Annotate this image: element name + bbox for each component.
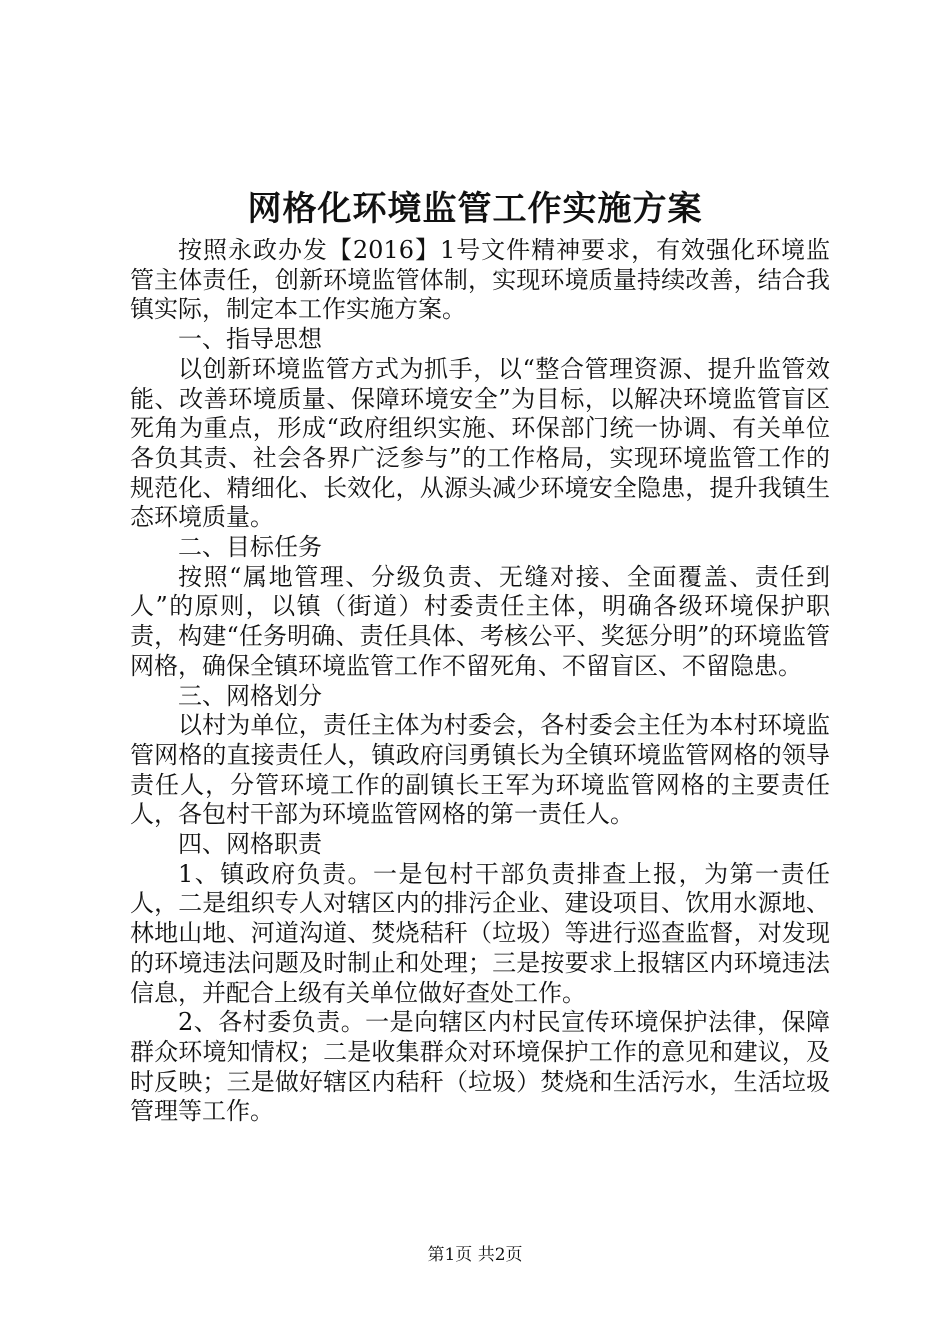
section-heading-grid-division: 三、网格划分 <box>178 681 322 710</box>
goals-tasks-paragraph: 按照“属地管理、分级负责、无缝对接、全面覆盖、责任到人”的原则，以镇（街道）村委责任主体，明确各级环境保护职责，构建“任务明确、责任具体、考核公平、奖惩分明”的环境监管网格，确保全镇环境监管工作不留死角、不留盲区、不留隐患。 <box>130 562 830 680</box>
section-heading-goals-tasks: 二、目标任务 <box>178 533 322 562</box>
intro-paragraph: 按照永政办发【2016】1号文件精神要求，有效强化环境监管主体责任，创新环境监管体制，实现环境质量持续改善，结合我镇实际，制定本工作实施方案。 <box>130 236 830 324</box>
section-heading-guiding-ideology: 一、指导思想 <box>178 325 322 354</box>
guiding-ideology-paragraph: 以创新环境监管方式为抓手，以“整合管理资源、提升监管效能、改善环境质量、保障环境安全”为目标，以解决环境监管盲区死角为重点，形成“政府组织实施、环保部门统一协调、有关单位各负其责、社会各界广泛参与”的工作格局，实现环境监管工作的规范化、精细化、长效化，从源头减少环境安全隐患，提升我镇生态环境质量。 <box>130 354 830 532</box>
duty-item-village-committees: 2、各村委负责。一是向辖区内村民宣传环境保护法律，保障群众环境知情权；二是收集群众对环境保护工作的意见和建议，及时反映；三是做好辖区内秸秆（垃圾）焚烧和生活污水，生活垃圾管理等工作。 <box>130 1008 830 1126</box>
grid-division-paragraph: 以村为单位，责任主体为村委会，各村委会主任为本村环境监管网格的直接责任人，镇政府闫勇镇长为全镇环境监管网格的领导责任人，分管环境工作的副镇长王军为环境监管网格的主要责任人，各包村干部为环境监管网格的第一责任人。 <box>130 711 830 829</box>
document-title: 网格化环境监管工作实施方案 <box>247 189 703 229</box>
section-heading-grid-duties: 四、网格职责 <box>178 830 322 859</box>
duty-item-town-government: 1、镇政府负责。一是包村干部负责排查上报，为第一责任人，二是组织专人对辖区内的排污企业、建设项目、饮用水源地、林地山地、河道沟道、焚烧秸秆（垃圾）等进行巡查监督，对发现的环境违法问题及时制止和处理；三是按要求上报辖区内环境违法信息，并配合上级有关单位做好查处工作。 <box>130 859 830 1007</box>
page-number-footer: 第1页 共2页 <box>427 1245 523 1265</box>
document-body <box>130 236 830 1127</box>
